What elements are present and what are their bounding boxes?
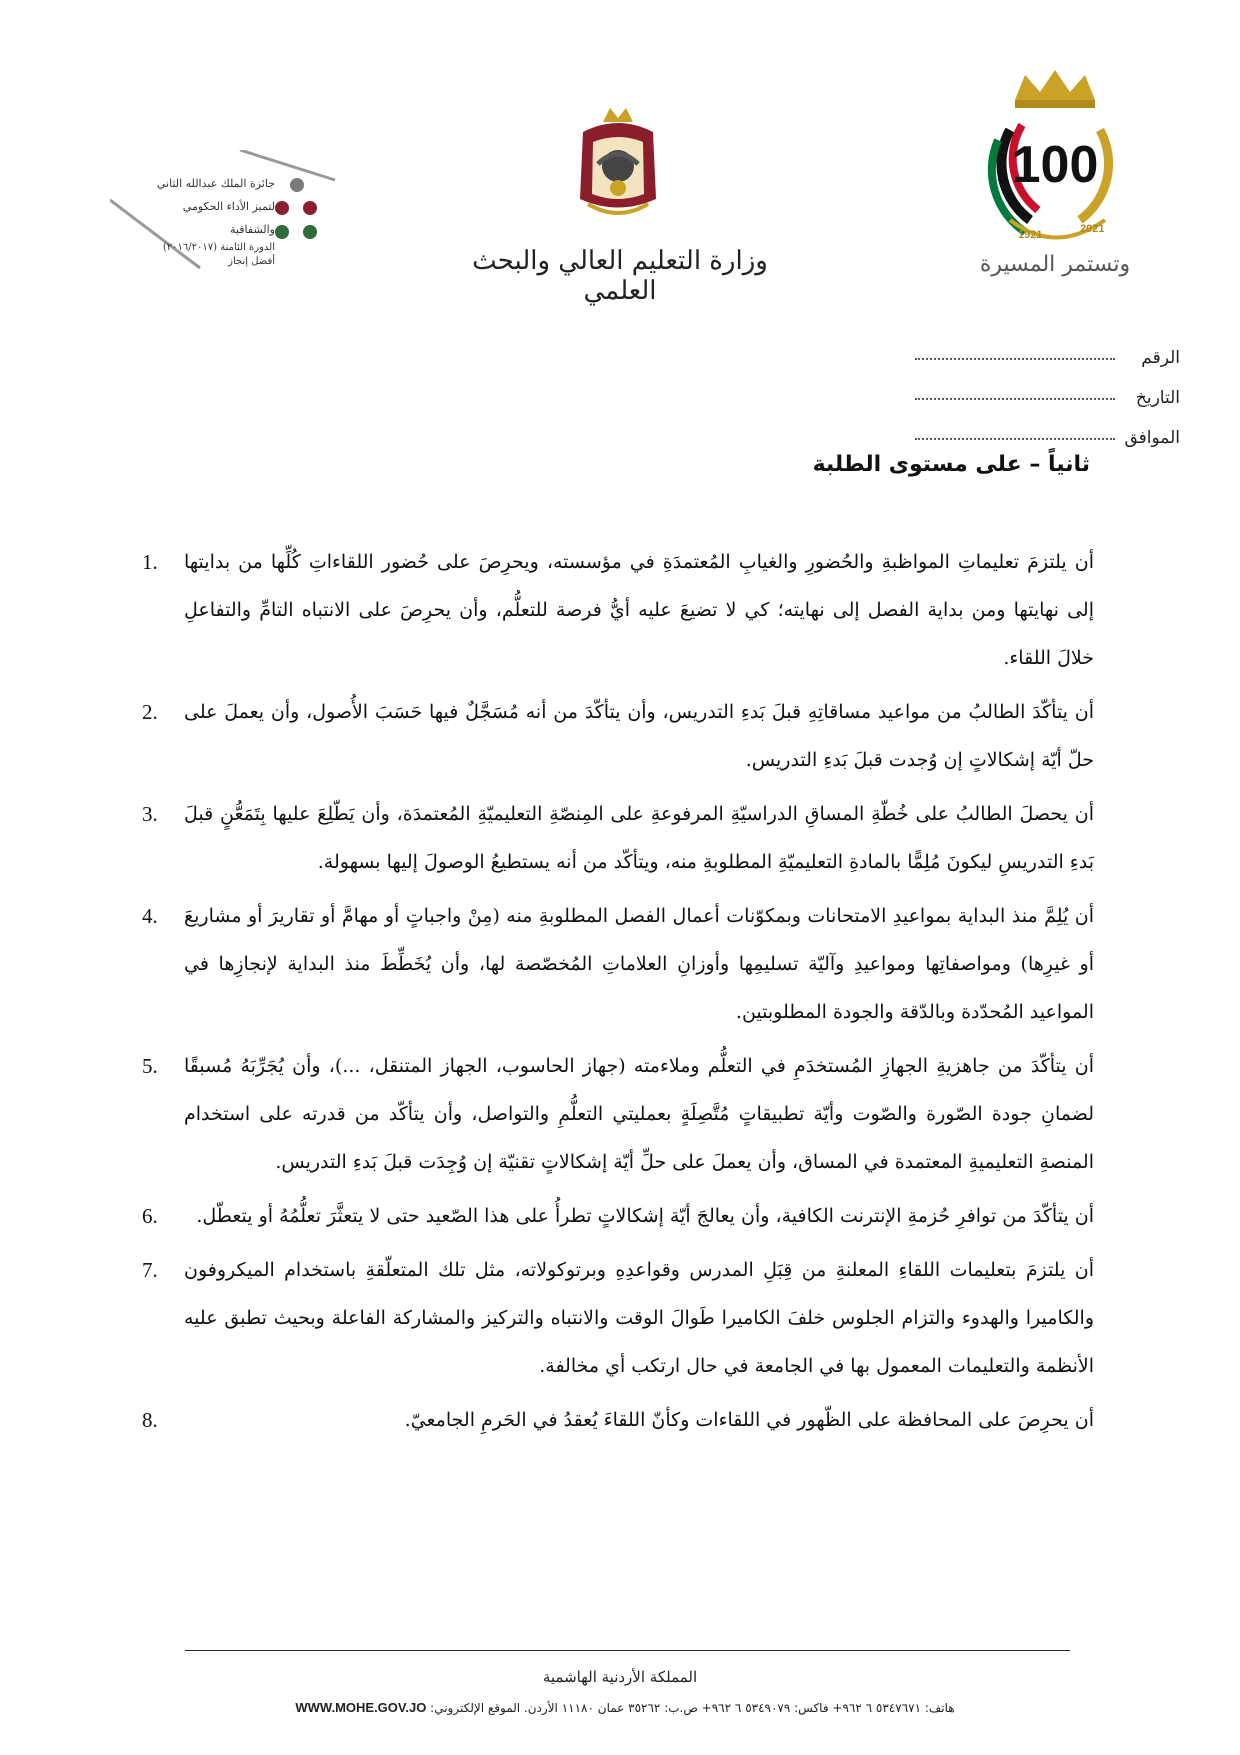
star-icon (275, 201, 289, 215)
ministry-name: وزارة التعليم العالي والبحث العلمي (472, 246, 768, 306)
award-text (140, 172, 275, 269)
logo-year-end: 2021 (1080, 223, 1105, 235)
award-badge (110, 150, 340, 300)
item-number: .1 (142, 550, 158, 574)
coat-of-arms-icon (568, 104, 668, 224)
website-link[interactable]: WWW.MOHE.GOV.JO (295, 1700, 427, 1715)
item-text: أن يتأكّدَ من جاهزيةِ الجهازِ المُستخدَمِ في التعلُّم وملاءمته (جهاز الحاسوب، الجهاز المتنقل، ...)، وأن يُجَرِّبَهُ مُسبقًا لضمانِ جودة الصّورة والصّوت وأيّة تطبيقاتٍ مُتَّصِلَةٍ بعمليتي التعلُّمِ والتواصل، وأن يتأكّد من قدرته على استخدام المنصةِ التعليميةِ المعتمدة في المساق، وأن يعملَ على حلِّ أيّة إشكالاتٍ تقنيّة إن وُجِدَت قبلَ بَدءِ التدريس. (184, 1055, 1094, 1173)
section-heading: ثانياً – على مستوى الطلبة (812, 452, 1090, 477)
crown-icon (1015, 70, 1095, 100)
item-text: أن يتأكّدَ الطالبُ من مواعيد مساقاتِهِ قبلَ بَدءِ التدريس، وأن يتأكّدَ من أنه مُسَجَّلٌ فيها حَسَبَ الأُصول، وأن يعملَ على حلّ أيّة إشكالاتٍ إن وُجدت قبلَ بَدءِ التدريس. (184, 701, 1094, 771)
footer-divider (185, 1650, 1070, 1651)
corresponding-field (915, 438, 1115, 440)
item-number: .8 (142, 1408, 158, 1432)
item-text: أن يحصلَ الطالبُ على خُطّةِ المساقِ الدراسيّةِ المرفوعةِ على المِنصّةِ التعليميّةِ المُعتمدَة، وأن يَطّلِعَ عليها بِتَمَعُّنٍ قبلَ بَدءِ التدريسِ ليكونَ مُلِمًّا بالمادةِ التعليميّةِ المطلوبةِ منه، ويتأكّد من أنه يستطيعُ الوصولَ إليها بسهولة. (184, 803, 1094, 873)
list-item (142, 1192, 1094, 1240)
reference-corresponding-row (915, 408, 1180, 448)
award-line3: الدورة الثامنة (٢٠١٦/٢٠١٧) (162, 242, 275, 253)
item-number: .6 (142, 1204, 158, 1228)
star-icon (303, 225, 317, 239)
number-field (915, 358, 1115, 360)
list-item (142, 1042, 1094, 1186)
footer-contact (240, 1700, 1010, 1715)
award-line1: جائزة الملك عبدالله الثاني (156, 177, 275, 190)
reference-block (915, 328, 1180, 448)
item-text: أن يتأكّدَ من توافرِ حُزمةِ الإنترنت الكافية، وأن يعالجَ أيّة إشكالاتٍ تطرأُ على هذا الصّعيد حتى لا يتعثَّرَ تعلُّمُهُ أو يتعطّل. (196, 1205, 1094, 1227)
coat-crown (603, 108, 633, 122)
logo-tagline: وتستمر المسيرة (979, 252, 1131, 277)
corresponding-label: الموافق (1124, 428, 1180, 448)
number-label: الرقم (1141, 348, 1180, 368)
coat-shield (610, 180, 626, 196)
date-field (915, 398, 1115, 400)
list-item (142, 1396, 1094, 1444)
reference-number-row (915, 328, 1180, 368)
item-text: أن يلتزمَ تعليماتِ المواظبةِ والحُضورِ والغيابِ المُعتمدَةِ في مؤسسته، ويحرِصَ على حُضور اللقاءاتِ كُلِّها من بدايتها إلى نهايتها ومن بداية الفصل إلى نهايته؛ كي لا تضيعَ عليه أيُّ فرصة للتعلُّم، وأن يحرِصَ على الانتباه التامِّ والتفاعلِ خلالَ اللقاء. (184, 551, 1094, 669)
star-icon (275, 225, 289, 239)
star-icon (303, 201, 317, 215)
list-item (142, 688, 1094, 784)
contact-details: هاتف: ٥٣٤٧٦٧١ ٦ ٩٦٢+ فاكس: ٥٣٤٩٠٧٩ ٦ ٩٦٢+ ص.ب: ٣٥٢٦٢ عمان ١١١٨٠ الأردن. الموقع الإلكتروني: (430, 1701, 955, 1715)
reference-date-row (915, 368, 1180, 408)
item-number: .7 (142, 1258, 158, 1282)
date-label: التاريخ (1135, 388, 1180, 408)
award-line4: أفضل إنجاز (228, 256, 275, 267)
coat-of-arms (568, 104, 668, 224)
item-number: .3 (142, 802, 158, 826)
item-number: .4 (142, 904, 158, 928)
list-item (142, 892, 1094, 1036)
logo-year-start: 1921 (1018, 229, 1043, 241)
logo-number: 100 (1011, 136, 1099, 194)
centennial-logo (960, 70, 1150, 280)
star-icon (290, 178, 304, 192)
item-number: .5 (142, 1054, 158, 1078)
item-text: أن يُلِمَّ منذ البداية بمواعيدِ الامتحانات وبمكوّنات أعمال الفصل المطلوبةِ منه (مِنْ واجباتٍ أو مهامَّ أو تقاريرَ أو مشاريعَ أو غيرِها) ومواصفاتِها ومواعيدِ وآليّة تسليمِها وأوزانِ العلاماتِ المُخصّصة لها، وأن يُخَطِّطَ منذ البداية لإنجازِها في المواعيد المُحدّدة وبالدّقة والجودة المطلوبتين. (184, 905, 1094, 1023)
item-text: أن يحرِصَ على المحافظة على الظّهور في اللقاءات وكأنّ اللقاءَ يُعقدُ في الحَرمِ الجامعيّ. (404, 1409, 1094, 1431)
footer-kingdom: المملكة الأردنية الهاشمية (542, 1668, 698, 1686)
item-number: .2 (142, 700, 158, 724)
award-line2: لتميز الأداء الحكومي والشفافية (182, 200, 275, 236)
item-text: أن يلتزمَ بتعليمات اللقاءِ المعلنةِ من قِبَلِ المدرس وقواعدِهِ وبرتوكولاته، مثل تلك المتعلّقةِ باستخدام الميكروفون والكاميرا والهدوء والتزام الجلوس خلفَ الكاميرا طَوالَ الوقت والانتباه والتركيز والمشاركة الفاعلة وبحيث تطبق عليه الأنظمة والتعليمات المعمول بها في الجامعة في حال ارتكب أي مخالفة. (184, 1259, 1094, 1377)
list-item (142, 790, 1094, 886)
list-item (142, 538, 1094, 682)
crown-band (1015, 100, 1095, 108)
centennial-emblem-icon (970, 70, 1140, 250)
list-item (142, 1246, 1094, 1390)
student-obligations-list (142, 538, 1094, 1450)
